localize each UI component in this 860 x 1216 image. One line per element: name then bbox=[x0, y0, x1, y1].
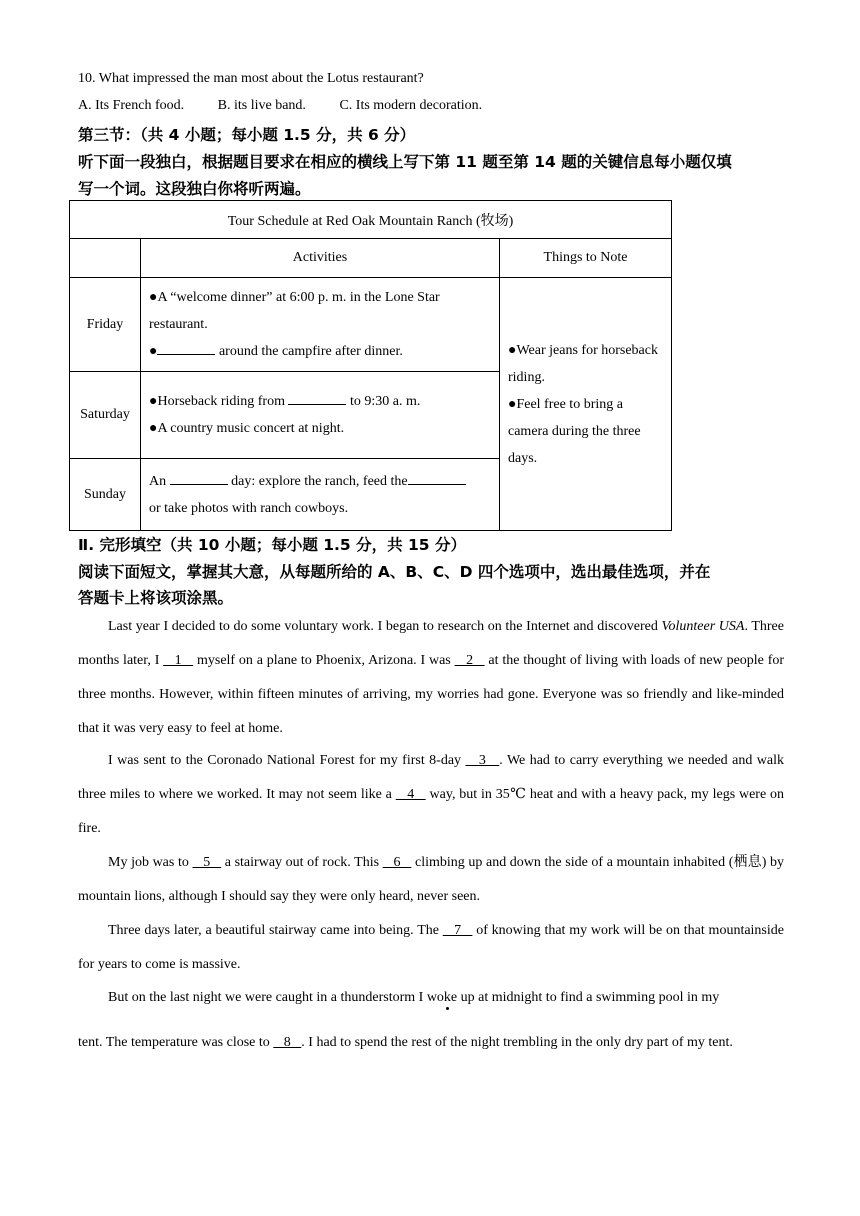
passage-paragraph-4: Three days later, a beautiful stairway came into being. The 7 of knowing that my work will be on that mountainside for years to come is massive. bbox=[78, 923, 784, 972]
header-things-to-note: Things to Note bbox=[500, 239, 672, 278]
option-a: A. Its French food. bbox=[78, 98, 185, 113]
section-2-instruction-cont: 答题卡上将该项涂黑。 bbox=[78, 589, 234, 607]
option-c: C. Its modern decoration. bbox=[339, 98, 483, 113]
section-3-title: 第三节：（共 4 小题；每小题 1.5 分，共 6 分） bbox=[78, 126, 416, 144]
passage-paragraph-5: But on the last night we were caught in a thunderstorm I woke up at midnight to find a swimming pool in my bbox=[108, 990, 720, 1005]
question-10-options bbox=[78, 98, 512, 114]
section-2-title: Ⅱ. 完形填空（共 10 小题；每小题 1.5 分，共 15 分） bbox=[78, 536, 466, 554]
answer-blank-13 bbox=[170, 472, 228, 485]
punctuation-dot bbox=[446, 1007, 449, 1010]
cloze-blank-2: 2 bbox=[454, 653, 485, 668]
section-2-instruction: 阅读下面短文，掌握其大意，从每题所给的 A、B、C、D 四个选项中，选出最佳选项，并在 bbox=[78, 563, 711, 581]
question-10: 10. What impressed the man most about the Lotus restaurant? bbox=[78, 71, 424, 86]
saturday-activities bbox=[141, 372, 500, 459]
table-title: Tour Schedule at Red Oak Mountain Ranch (牧场) bbox=[70, 201, 672, 239]
passage-paragraph-2: I was sent to the Coronado National Forest for my first 8-day 3 . We had to carry everything we needed and walk three miles to where we worked. It may not seem like a 4 way, but in 35℃ heat and with a heavy pack, my legs were on fire. bbox=[78, 753, 785, 836]
things-to-note-cell bbox=[500, 278, 672, 531]
passage-paragraph-3: My job was to 5 a stairway out of rock. This 6 climbing up and down the side of a mountain inhabited (栖息) by mountain lions, although I should say they were only heard, never seen. bbox=[78, 855, 785, 904]
day-friday: Friday bbox=[70, 278, 141, 372]
sunday-activity-2: or take photos with ranch cowboys. bbox=[149, 500, 349, 516]
friday-activity-2: ● around the campfire after dinner. bbox=[149, 344, 403, 359]
passage-paragraph-5-cont: tent. The temperature was close to 8 . I had to spend the rest of the night trembling in the only dry part of my tent. bbox=[78, 1035, 733, 1050]
cloze-blank-3: 3 bbox=[465, 753, 500, 768]
friday-activities bbox=[141, 278, 500, 372]
cloze-blank-4: 4 bbox=[395, 787, 426, 802]
sunday-activity-1: An day: explore the ranch, feed the bbox=[149, 468, 491, 495]
header-activities: Activities bbox=[141, 239, 500, 278]
cloze-blank-6: 6 bbox=[382, 855, 412, 870]
section-3-instruction-cont: 写一个词。这段独白你将听两遍。 bbox=[78, 180, 311, 198]
section-3-instruction: 听下面一段独白，根据题目要求在相应的横线上写下第 11 题至第 14 题的关键信息每小题仅填 bbox=[78, 153, 732, 171]
note-camera: ●Feel free to bring a camera during the three days. bbox=[508, 396, 641, 466]
option-b: B. its live band. bbox=[217, 98, 306, 113]
header-empty bbox=[70, 239, 141, 278]
answer-blank-11 bbox=[157, 342, 215, 355]
passage-paragraph-1: Last year I decided to do some voluntary work. I began to research on the Internet and discovered Volunteer USA. Three months later, I 1 myself on a plane to Phoenix, Arizona. I was 2 at the thought of living with loads of new people for three months. However, within fifteen minutes of arriving, my worries had gone. Everyone was so friendly and like-minded that it was very easy to feel at home. bbox=[78, 619, 785, 736]
tour-schedule-table bbox=[69, 200, 672, 531]
day-saturday: Saturday bbox=[70, 372, 141, 459]
cloze-blank-5: 5 bbox=[192, 855, 222, 870]
friday-activity-1: ●A “welcome dinner” at 6:00 p. m. in the Lone Star restaurant. bbox=[149, 290, 440, 332]
sunday-activities bbox=[141, 459, 500, 531]
day-sunday: Sunday bbox=[70, 459, 141, 531]
answer-blank-12 bbox=[288, 392, 346, 405]
cloze-blank-8: 8 bbox=[273, 1035, 302, 1050]
answer-blank-14 bbox=[408, 472, 466, 485]
cloze-blank-7: 7 bbox=[442, 923, 473, 938]
cloze-blank-1: 1 bbox=[163, 653, 194, 668]
saturday-activity-2: ●A country music concert at night. bbox=[149, 421, 345, 436]
note-jeans: ●Wear jeans for horseback riding. bbox=[508, 342, 658, 385]
saturday-activity-1: ●Horseback riding from to 9:30 a. m. bbox=[149, 394, 421, 409]
